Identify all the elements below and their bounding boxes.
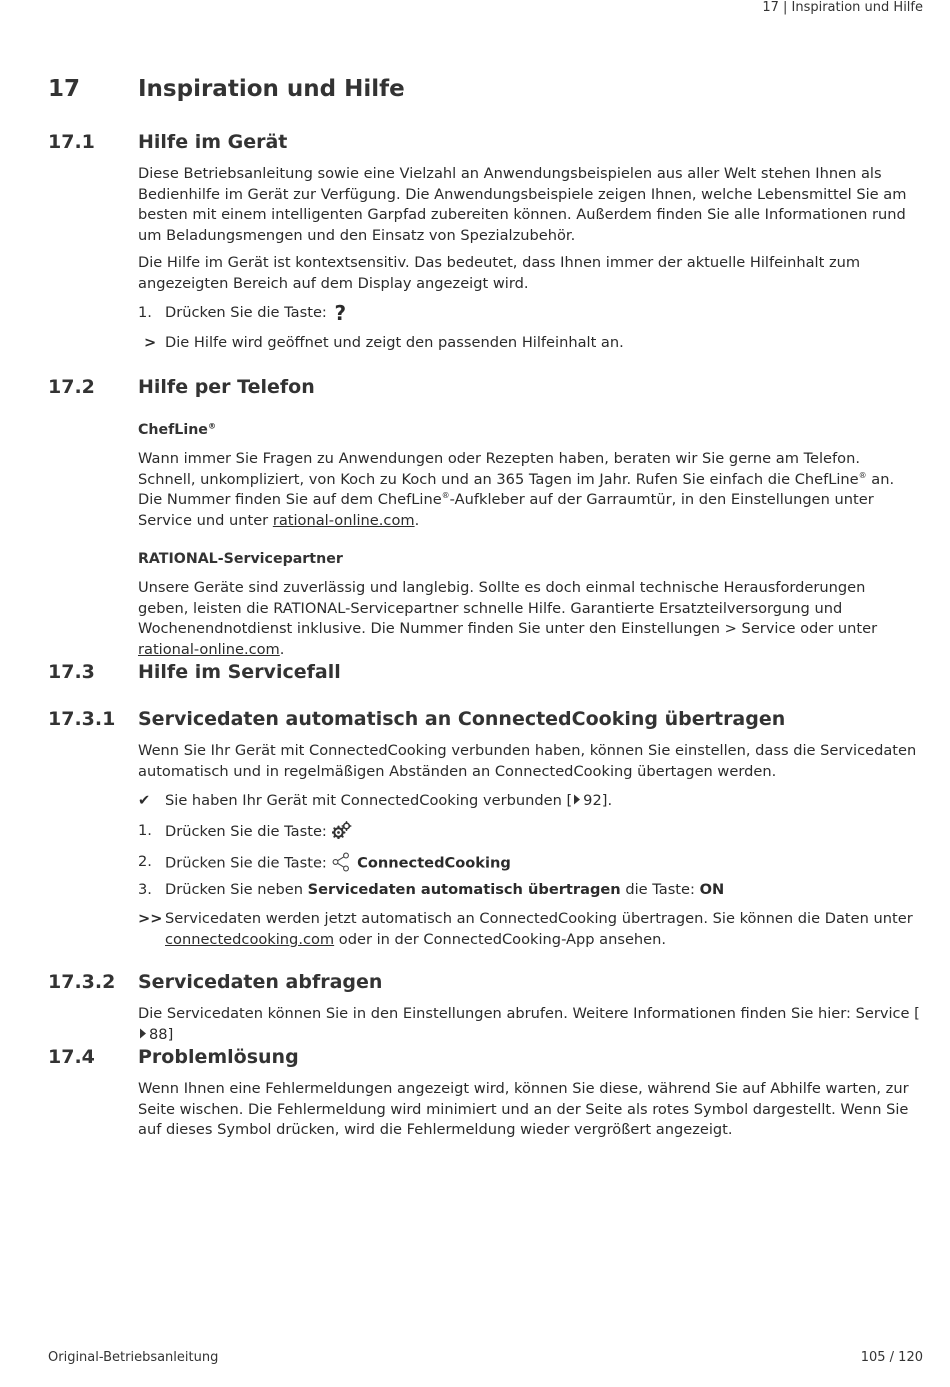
- chefline-paragraph: Wann immer Sie Fragen zu Anwendungen oder Rezepten haben, beraten wir Sie gerne am Telefon. Schnell, unkompliziert, von Koch zu Koch und an 365 Tagen im Jahr. Rufen Sie einfach die ChefLine® an. Die Nummer finden Sie auf dem ChefLine®-Aufkleber auf der Garraumtür, in den Einstellungen unter Service und unter rational-online.com.: [138, 450, 895, 529]
- prerequisite-item: ✔ Sie haben Ihr Gerät mit ConnectedCooking verbunden [ 92].: [138, 791, 920, 813]
- rational-online-link[interactable]: rational-online.com: [272, 511, 415, 529]
- result-marker: >>: [138, 910, 163, 927]
- section-17-1-paragraph-1: [138, 164, 920, 246]
- footer-document-type: Original-Betriebsanleitung: [48, 1350, 219, 1365]
- section-title-17-1: Hilfe im Gerät: [138, 131, 288, 153]
- question-mark-icon: ?: [334, 301, 347, 325]
- rational-online-link[interactable]: rational-online.com: [138, 640, 280, 658]
- section-number-17-1: 17.1: [48, 131, 95, 153]
- checkmark-icon: ✔: [138, 792, 151, 809]
- page-reference[interactable]: 92: [583, 792, 602, 809]
- section-title-17-3: Hilfe im Servicefall: [138, 661, 341, 683]
- section-title-17-3-1: Servicedaten automatisch an ConnectedCooking übertragen: [138, 708, 786, 730]
- chefline-heading: ChefLine®: [138, 421, 216, 438]
- paragraph-text: Die Hilfe im Gerät ist kontextsensitiv. Das bedeutet, dass Ihnen immer der aktuelle Hilfeinhalt zum angezeigten Bereich auf dem Display angezeigt wird.: [138, 254, 861, 292]
- step-number: 1.: [138, 304, 152, 321]
- section-17-1-paragraph-2: [138, 253, 920, 294]
- paragraph-text: Diese Betriebsanleitung sowie eine Vielzahl an Anwendungsbeispielen aus aller Welt stehen Ihnen als Bedienhilfe im Gerät zur Verfügung. Die Anwendungsbeispiele zeigen Ihnen, welche Lebensmittel Sie am besten mit einem intelligenten Garpfad zubereiten können. Außerdem finden Sie alle Informationen rund um Beladungsmengen und den Einsatz von Spezialzubehör.: [138, 165, 907, 244]
- result-text: Die Hilfe wird geöffnet und zeigt den passenden Hilfeinhalt an.: [165, 334, 624, 351]
- chapter-number: 17: [48, 76, 81, 102]
- connectedcooking-link[interactable]: connectedcooking.com: [165, 930, 335, 948]
- result-marker: >: [144, 334, 157, 351]
- result-item: >> Servicedaten werden jetzt automatisch an ConnectedCooking übertragen. Sie können die Daten unter connectedcooking.com oder in der ConnectedCooking-App ansehen.: [138, 910, 913, 948]
- footer-page-number: 105 / 120: [860, 1350, 923, 1365]
- step-item: [138, 303, 920, 325]
- step-number: 2.: [138, 853, 152, 870]
- chapter-title: Inspiration und Hilfe: [138, 76, 405, 102]
- step-number: 1.: [138, 822, 152, 839]
- section-title-17-2: Hilfe per Telefon: [138, 376, 315, 398]
- connectedcooking-label: ConnectedCooking: [357, 854, 511, 872]
- step-item: 1. Drücken Sie die Taste:: [138, 821, 920, 843]
- section-17-3-2-paragraph: Die Servicedaten können Sie in den Einstellungen abrufen. Weitere Informationen finden Sie hier: Service [88]: [138, 1005, 920, 1043]
- result-item: [138, 333, 920, 355]
- section-number-17-3-2: 17.3.2: [48, 971, 116, 993]
- section-number-17-4: 17.4: [48, 1046, 95, 1068]
- servicepartner-heading: RATIONAL-Servicepartner: [138, 551, 343, 567]
- triangle-right-icon: [573, 794, 581, 805]
- section-number-17-2: 17.2: [48, 376, 95, 398]
- section-number-17-3: 17.3: [48, 661, 95, 683]
- section-17-4-paragraph: Wenn Ihnen eine Fehlermeldungen angezeigt wird, können Sie diese, während Sie auf Abhilfe warten, zur Seite wischen. Die Fehlermeldung wird minimiert und an der Seite als rotes Symbol dargestellt. Wenn Sie auf dieses Symbol drücken, wird die Fehlermeldung wieder vergrößert angezeigt.: [138, 1080, 909, 1139]
- share-network-icon: [332, 852, 350, 872]
- triangle-right-icon: [139, 1028, 147, 1039]
- step-number: 3.: [138, 881, 152, 898]
- section-number-17-3-1: 17.3.1: [48, 708, 116, 730]
- step-item: 2. Drücken Sie die Taste: ConnectedCooking: [138, 853, 511, 872]
- page-reference[interactable]: 88: [149, 1025, 168, 1043]
- step-item: 3. Drücken Sie neben Servicedaten automatisch übertragen die Taste: ON: [138, 880, 920, 902]
- running-header: 17 | Inspiration und Hilfe: [762, 0, 923, 15]
- servicepartner-paragraph: Unsere Geräte sind zuverlässig und langlebig. Sollte es doch einmal technische Herausforderungen geben, leisten die RATIONAL-Servicepartner schnelle Hilfe. Garantierte Ersatzteilversorgung und Wochenendnotdienst inklusive. Die Nummer finden Sie unter den Einstellungen > Service oder unter rational-online.com.: [138, 579, 878, 658]
- step-text: Drücken Sie die Taste:: [165, 304, 327, 321]
- gears-icon: [332, 821, 352, 839]
- on-label: ON: [699, 881, 725, 898]
- section-title-17-3-2: Servicedaten abfragen: [138, 971, 383, 993]
- section-title-17-4: Problemlösung: [138, 1046, 299, 1068]
- section-17-3-1-paragraph: Wenn Sie Ihr Gerät mit ConnectedCooking verbunden haben, können Sie einstellen, dass die Servicedaten automatisch und in regelmäßigen Abständen an ConnectedCooking übertagen werden.: [138, 742, 917, 780]
